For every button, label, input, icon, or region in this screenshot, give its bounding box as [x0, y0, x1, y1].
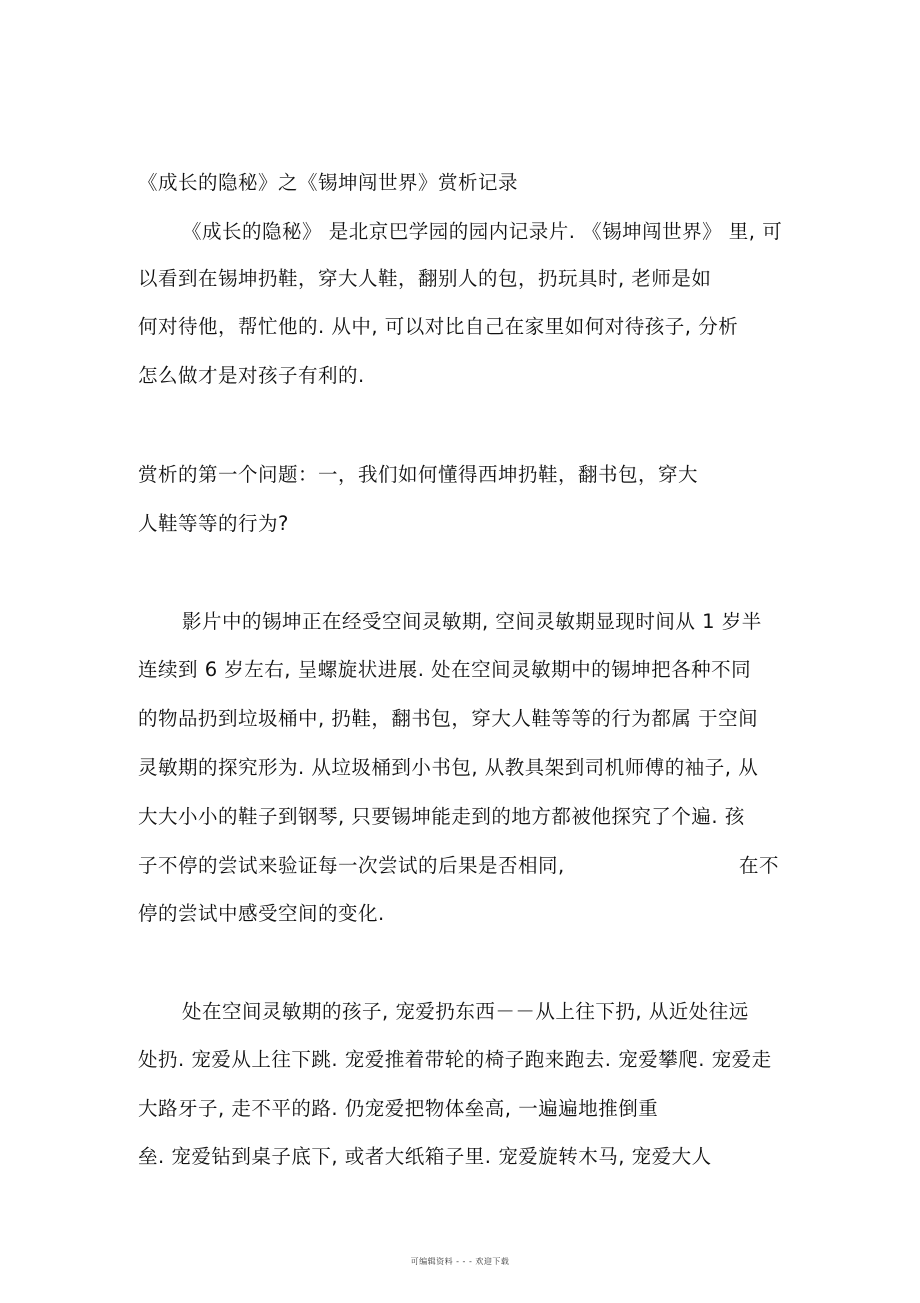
page-footer: 可编辑资料 - - - 欢迎下载	[410, 1257, 510, 1266]
para2-line-4: 垒. 宠爱钻到桌子底下, 或者大纸箱子里. 宠爱旋转木马, 宠爱大人	[138, 1145, 712, 1168]
intro-line-4: 怎么做才是对孩子有利的.	[138, 364, 365, 387]
intro-line-3: 何对待他，帮忙他的. 从中, 可以对比自己在家里如何对待孩子, 分析	[138, 315, 739, 338]
intro-line-2: 以看到在锡坤扔鞋，穿大人鞋，翻别人的包，扔玩具时, 老师是如	[138, 267, 712, 290]
para1-line-6-tail: 在不	[739, 854, 780, 877]
para1-line-6: 子不停的尝试来验证每一次尝试的后果是否相同,	[138, 854, 565, 877]
para2-line-2: 处扔. 宠爱从上往下跳. 宠爱推着带轮的椅子跑来跑去. 宠爱攀爬. 宠爱走	[138, 1048, 772, 1071]
para1-line-1: 影片中的锡坤正在经受空间灵敏期, 空间灵敏期显现时间从 1 岁半	[182, 610, 762, 633]
intro-line-1: 《成长的隐秘》 是北京巴学园的园内记录片. 《锡坤闯世界》 里, 可	[182, 220, 783, 243]
para1-line-7: 停的尝试中感受空间的变化.	[138, 902, 385, 925]
question-line-1: 赏析的第一个问题：一，我们如何懂得西坤扔鞋，翻书包，穿大	[138, 463, 699, 486]
para1-line-4: 灵敏期的探究形为. 从垃圾桶到小书包, 从教具架到司机师傅的袖子, 从	[138, 756, 759, 779]
para1-line-5: 大大小小的鞋子到钢琴, 只要锡坤能走到的地方都被他探究了个遍. 孩	[138, 805, 745, 828]
para2-line-3: 大路牙子, 走不平的路. 仍宠爱把物体垒高, 一遍遍地推倒重	[138, 1097, 659, 1120]
para1-line-2: 连续到 6 岁左右, 呈螺旋状进展. 处在空间灵敏期中的锡坤把各种不同	[138, 658, 752, 681]
para1-line-3: 的物品扔到垃圾桶中, 扔鞋，翻书包，穿大人鞋等等的行为都属 于空间	[138, 707, 759, 730]
document-title: 《成长的隐秘》之《锡坤闯世界》赏析记录	[138, 171, 519, 194]
para2-line-1: 处在空间灵敏期的孩子, 宠爱扔东西－－从上往下扔, 从近处往远	[182, 1000, 749, 1023]
question-line-2: 人鞋等等的行为?	[138, 512, 289, 535]
